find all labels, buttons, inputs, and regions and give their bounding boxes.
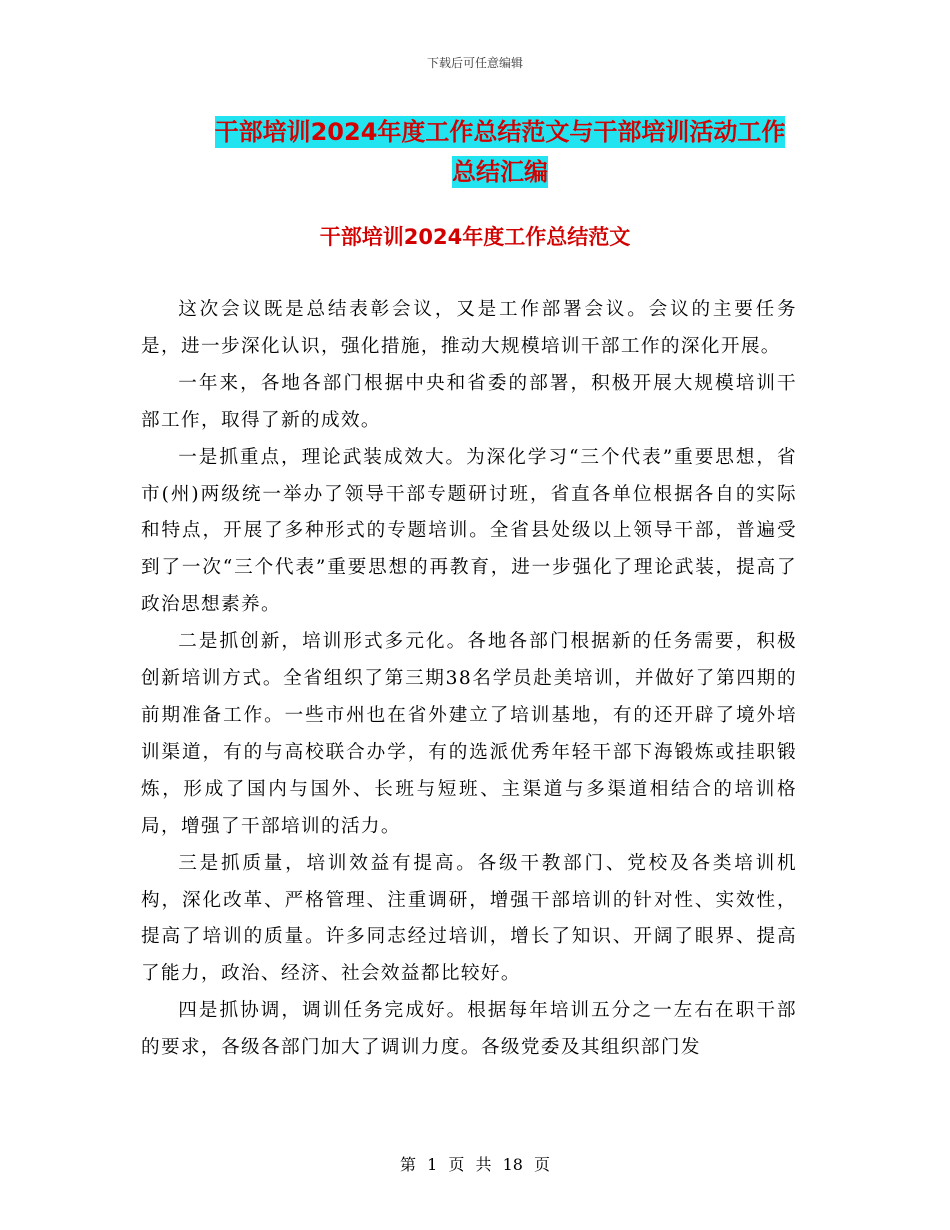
section-title: 干部培训2024年度工作总结范文 xyxy=(319,225,631,249)
paragraph: 四是抓协调，调训任务完成好。根据每年培训五分之一左右在职干部的要求，各级各部门加大了调训力度。各级党委及其组织部门发 xyxy=(141,1000,797,1059)
body-text xyxy=(141,292,797,1067)
main-title-line1: 干部培训2024年度工作总结范文与干部培训活动工作 xyxy=(214,118,786,146)
page-current: 1 xyxy=(427,1155,438,1174)
header-note: 下载后可任意编辑 xyxy=(426,56,523,70)
paragraph: 三是抓质量，培训效益有提高。各级干教部门、党校及各类培训机构，深化改革、严格管理、注重调研，增强干部培训的针对性、实效性，提高了培训的质量。许多同志经过培训，增长了知识、开阔了眼界、提高了能力，政治、经济、社会效益都比较好。 xyxy=(141,852,797,985)
paragraph: 一是抓重点，理论武装成效大。为深化学习“三个代表”重要思想，省市(州)两级统一举办了领导干部专题研讨班，省直各单位根据各自的实际和特点，开展了多种形式的专题培训。全省县处级以上领导干部，普遍受到了一次“三个代表”重要思想的再教育，进一步强化了理论武装，提高了政治思想素养。 xyxy=(141,446,797,616)
page-total-prefix: 共 xyxy=(475,1155,492,1174)
paragraph: 这次会议既是总结表彰会议，又是工作部署会议。会议的主要任务是，进一步深化认识，强化措施，推动大规模培训干部工作的深化开展。 xyxy=(141,299,797,357)
main-title xyxy=(190,112,810,192)
page-label-prefix: 第 xyxy=(399,1155,416,1174)
paragraph: 二是抓创新，培训形式多元化。各地各部门根据新的任务需要，积极创新培训方式。全省组织了第三期38名学员赴美培训，并做好了第四期的前期准备工作。一些市州也在省外建立了培训基地，有的还开辟了境外培训渠道，有的与高校联合办学，有的选派优秀年轻干部下海锻炼或挂职锻炼，形成了国内与国外、长班与短班、主渠道与多渠道相结合的培训格局，增强了干部培训的活力。 xyxy=(141,631,797,837)
paragraph: 一年来，各地各部门根据中央和省委的部署，积极开展大规模培训干部工作，取得了新的成效。 xyxy=(141,372,797,431)
page-total: 18 xyxy=(502,1155,523,1174)
page-label-suffix: 页 xyxy=(534,1155,551,1174)
main-title-line2: 总结汇编 xyxy=(452,158,548,186)
page-footer xyxy=(0,1152,950,1175)
page-label-middle: 页 xyxy=(448,1155,465,1174)
